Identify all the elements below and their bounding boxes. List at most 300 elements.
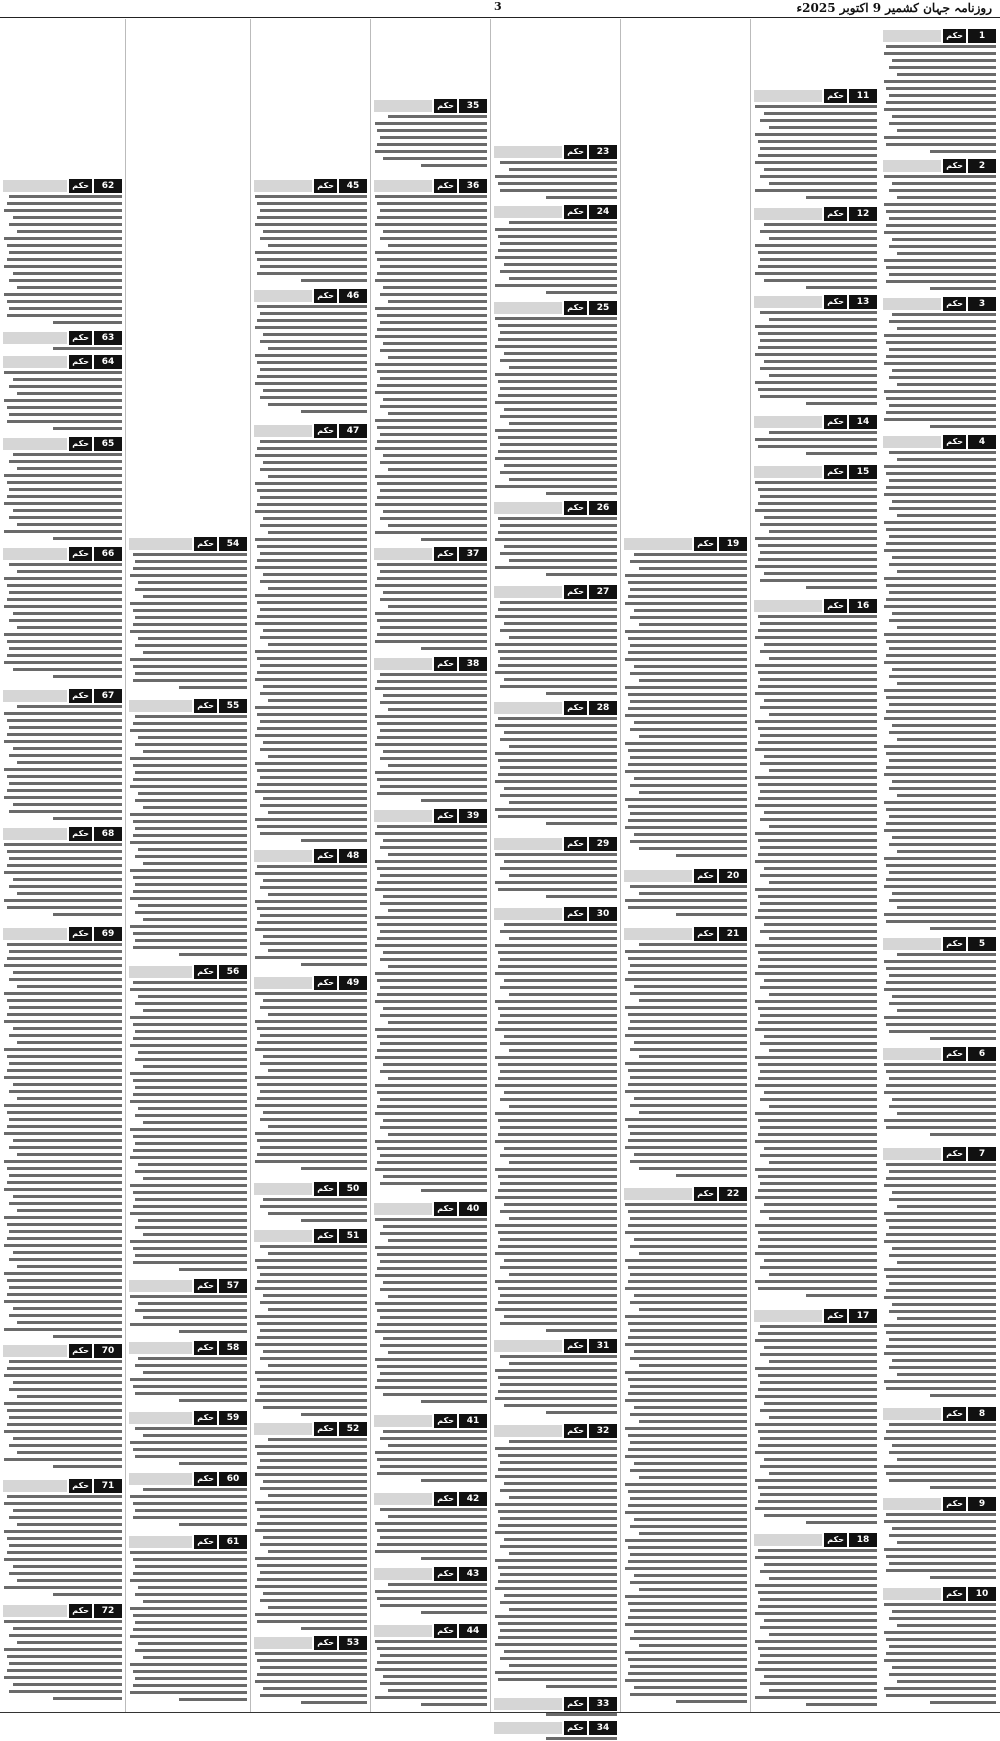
- text-line: [301, 1167, 367, 1170]
- item-label: حکم: [194, 965, 217, 979]
- text-line: [380, 874, 487, 877]
- text-line: [755, 1140, 877, 1143]
- item-header: [883, 297, 996, 311]
- text-line: [760, 339, 877, 342]
- text-line: [498, 531, 617, 534]
- text-line: [380, 1232, 487, 1235]
- text-line: [263, 1111, 367, 1114]
- text-line: [13, 1251, 122, 1254]
- text-line: [755, 161, 877, 164]
- text-line: [135, 1455, 247, 1458]
- text-line: [143, 1009, 247, 1012]
- text-line: [7, 420, 122, 423]
- text-line: [760, 1626, 877, 1629]
- text-line: [383, 694, 487, 697]
- text-line: [255, 1557, 367, 1560]
- text-line: [130, 1378, 247, 1381]
- text-line: [758, 1661, 877, 1664]
- text-line: [9, 810, 122, 813]
- item-body-text: [494, 317, 617, 499]
- text-line: [764, 1458, 877, 1461]
- text-line: [9, 1444, 122, 1447]
- item-body-text: [754, 481, 877, 597]
- item-header-bar: [494, 702, 562, 714]
- text-line: [268, 1438, 367, 1441]
- text-line: [257, 713, 367, 716]
- text-line: [495, 1531, 617, 1534]
- item-number: 32: [589, 1424, 617, 1438]
- text-line: [498, 517, 617, 520]
- text-line: [375, 916, 487, 919]
- text-line: [495, 724, 617, 727]
- text-line: [504, 1594, 617, 1597]
- news-item: [494, 501, 617, 583]
- text-line: [135, 1309, 247, 1312]
- text-line: [897, 1373, 996, 1376]
- text-line: [133, 890, 247, 893]
- item-header-bar: [374, 1625, 432, 1637]
- item-label: حکم: [69, 689, 92, 703]
- text-line: [625, 1679, 747, 1682]
- text-line: [884, 521, 996, 524]
- text-line: [758, 488, 877, 491]
- text-line: [625, 1371, 747, 1374]
- text-line: [7, 314, 122, 317]
- text-line: [897, 252, 996, 255]
- text-line: [495, 972, 617, 975]
- text-line: [889, 122, 996, 125]
- text-line: [498, 1524, 617, 1527]
- text-line: [630, 964, 747, 967]
- text-line: [268, 811, 367, 814]
- text-line: [892, 115, 996, 118]
- text-line: [758, 1332, 877, 1335]
- text-line: [495, 1000, 617, 1003]
- item-number: 66: [94, 547, 122, 561]
- text-line: [630, 1329, 747, 1332]
- text-line: [13, 1027, 122, 1030]
- text-line: [380, 321, 487, 324]
- item-label: حکم: [943, 1147, 966, 1161]
- text-line: [884, 1091, 996, 1094]
- text-line: [509, 1161, 617, 1164]
- news-item: [374, 1567, 487, 1622]
- text-line: [130, 1100, 247, 1103]
- text-line: [495, 1587, 617, 1590]
- text-line: [764, 1259, 877, 1262]
- item-header: [754, 415, 877, 429]
- text-line: [421, 1611, 487, 1614]
- text-line: [380, 930, 487, 933]
- text-line: [760, 1381, 877, 1384]
- item-label: حکم: [434, 179, 457, 193]
- text-line: [377, 979, 487, 982]
- text-line: [9, 754, 122, 757]
- item-header: [3, 331, 122, 345]
- text-line: [760, 1182, 877, 1185]
- text-line: [764, 279, 877, 282]
- text-line: [135, 1509, 247, 1512]
- text-line: [255, 1399, 367, 1402]
- text-line: [500, 1014, 617, 1017]
- news-item: [3, 927, 122, 1342]
- text-line: [260, 552, 367, 555]
- text-line: [13, 453, 122, 456]
- text-line: [383, 1675, 487, 1678]
- text-line: [498, 608, 617, 611]
- text-line: [257, 489, 367, 492]
- item-header-bar: [129, 1280, 192, 1292]
- item-number: 52: [339, 1422, 367, 1436]
- text-line: [260, 804, 367, 807]
- text-line: [769, 318, 877, 321]
- news-item: [883, 1497, 996, 1585]
- text-line: [17, 467, 122, 470]
- text-line: [421, 538, 487, 541]
- item-number: 6: [968, 1047, 996, 1061]
- item-header-bar: [494, 908, 562, 920]
- text-line: [897, 327, 996, 330]
- text-line: [755, 1612, 877, 1615]
- text-line: [504, 787, 617, 790]
- text-line: [268, 1494, 367, 1497]
- item-number: 72: [94, 1604, 122, 1618]
- text-line: [884, 857, 996, 860]
- item-body-text: [3, 453, 122, 545]
- text-line: [498, 380, 617, 383]
- text-line: [13, 509, 122, 512]
- text-line: [4, 474, 122, 477]
- text-line: [4, 1020, 122, 1023]
- text-line: [255, 928, 367, 931]
- item-header: [129, 537, 247, 551]
- item-header-bar: [494, 302, 562, 314]
- text-line: [4, 399, 122, 402]
- text-line: [769, 881, 877, 884]
- text-line: [4, 1558, 122, 1561]
- text-line: [760, 762, 877, 765]
- text-line: [260, 942, 367, 945]
- text-line: [886, 143, 996, 146]
- text-line: [9, 460, 122, 463]
- text-line: [133, 679, 247, 682]
- item-body-text: [374, 563, 487, 655]
- text-line: [500, 738, 617, 741]
- item-body-text: [254, 305, 367, 422]
- text-line: [760, 1465, 877, 1468]
- item-header-bar: [254, 1230, 312, 1242]
- text-line: [889, 1338, 996, 1341]
- text-line: [380, 1437, 487, 1440]
- item-header: [374, 179, 487, 193]
- text-line: [263, 629, 367, 632]
- item-header-bar: [254, 977, 312, 989]
- item-number: 39: [459, 809, 487, 823]
- text-line: [755, 509, 877, 512]
- text-line: [268, 755, 367, 758]
- text-line: [758, 1077, 877, 1080]
- text-line: [758, 1647, 877, 1650]
- text-line: [892, 612, 996, 615]
- item-header-bar: [883, 160, 941, 172]
- text-line: [755, 537, 877, 540]
- text-line: [383, 1119, 487, 1122]
- text-line: [257, 1673, 367, 1676]
- text-line: [639, 1111, 747, 1114]
- text-line: [260, 748, 367, 751]
- text-line: [930, 1701, 996, 1704]
- text-line: [257, 447, 367, 450]
- text-line: [500, 1154, 617, 1157]
- text-line: [760, 846, 877, 849]
- item-header: [624, 1187, 747, 1201]
- text-line: [143, 1600, 247, 1603]
- text-line: [380, 1070, 487, 1073]
- text-line: [380, 673, 487, 676]
- text-line: [546, 573, 617, 576]
- text-line: [884, 1603, 996, 1606]
- text-line: [760, 1654, 877, 1657]
- text-line: [4, 661, 122, 664]
- text-line: [133, 820, 247, 823]
- text-line: [889, 1254, 996, 1257]
- text-line: [380, 701, 487, 704]
- item-body-text: [494, 1355, 617, 1422]
- item-label: حکم: [943, 297, 966, 311]
- item-header: [3, 689, 122, 703]
- text-line: [886, 1430, 996, 1433]
- text-line: [255, 1048, 367, 1051]
- text-line: [495, 615, 617, 618]
- text-line: [630, 1104, 747, 1107]
- text-line: [53, 1697, 122, 1700]
- text-line: [886, 1555, 996, 1558]
- text-line: [4, 871, 122, 874]
- text-line: [764, 699, 877, 702]
- text-line: [260, 440, 367, 443]
- text-line: [133, 1385, 247, 1388]
- text-line: [4, 265, 122, 268]
- item-label: حکم: [564, 1721, 587, 1735]
- text-line: [886, 397, 996, 400]
- text-line: [897, 129, 996, 132]
- item-header: [883, 1587, 996, 1601]
- text-line: [628, 1013, 747, 1016]
- text-line: [884, 1296, 996, 1299]
- text-line: [260, 368, 367, 371]
- text-line: [143, 1121, 247, 1124]
- text-line: [179, 1330, 247, 1333]
- text-line: [4, 1188, 122, 1191]
- text-line: [138, 1302, 247, 1305]
- item-header: [3, 1604, 122, 1618]
- text-line: [760, 902, 877, 905]
- item-number: 71: [94, 1479, 122, 1493]
- text-line: [500, 161, 617, 164]
- text-line: [4, 1244, 122, 1247]
- text-line: [889, 1226, 996, 1229]
- text-line: [133, 1502, 247, 1505]
- text-line: [377, 1161, 487, 1164]
- item-header: [494, 1424, 617, 1438]
- text-line: [760, 1437, 877, 1440]
- text-line: [17, 1321, 122, 1324]
- text-line: [268, 531, 367, 534]
- text-line: [130, 1156, 247, 1159]
- text-line: [509, 277, 617, 280]
- text-line: [755, 888, 877, 891]
- text-line: [755, 133, 877, 136]
- text-line: [377, 1647, 487, 1650]
- text-line: [886, 654, 996, 657]
- text-line: [268, 1069, 367, 1072]
- text-line: [498, 1245, 617, 1248]
- text-line: [263, 1350, 367, 1353]
- text-line: [377, 129, 487, 132]
- item-label: حکم: [314, 1422, 337, 1436]
- news-item: [883, 1587, 996, 1710]
- text-line: [7, 1423, 122, 1426]
- text-line: [130, 1128, 247, 1131]
- text-line: [495, 1224, 617, 1227]
- text-line: [375, 335, 487, 338]
- item-header: [254, 289, 367, 303]
- text-line: [897, 738, 996, 741]
- item-header-bar: [883, 1048, 941, 1060]
- text-line: [628, 1672, 747, 1675]
- text-line: [9, 1006, 122, 1009]
- item-label: حکم: [314, 424, 337, 438]
- text-line: [255, 1501, 367, 1504]
- text-line: [377, 736, 487, 739]
- text-line: [377, 792, 487, 795]
- text-line: [260, 636, 367, 639]
- text-line: [53, 1335, 122, 1338]
- text-line: [133, 665, 247, 668]
- item-header-bar: [3, 928, 67, 940]
- text-line: [4, 209, 122, 212]
- text-line: [135, 616, 247, 619]
- text-line: [764, 979, 877, 982]
- text-line: [375, 1000, 487, 1003]
- text-line: [500, 629, 617, 632]
- text-line: [13, 1683, 122, 1686]
- item-label: حکم: [434, 809, 457, 823]
- text-line: [7, 789, 122, 792]
- text-line: [4, 1076, 122, 1079]
- text-line: [13, 747, 122, 750]
- text-line: [377, 1379, 487, 1382]
- text-line: [892, 1527, 996, 1530]
- item-header-bar: [374, 658, 432, 670]
- text-line: [630, 812, 747, 815]
- text-line: [255, 900, 367, 903]
- item-body-text: [3, 943, 122, 1342]
- text-line: [130, 1663, 247, 1666]
- text-line: [4, 1402, 122, 1405]
- text-line: [758, 671, 877, 674]
- text-line: [509, 745, 617, 748]
- news-item: [3, 1604, 122, 1710]
- text-line: [257, 272, 367, 275]
- text-line: [758, 502, 877, 505]
- text-line: [897, 1541, 996, 1544]
- item-header: [254, 849, 367, 863]
- text-line: [260, 832, 367, 835]
- text-line: [257, 1139, 367, 1142]
- text-line: [260, 1034, 367, 1037]
- item-body-text: [624, 943, 747, 1185]
- text-line: [806, 286, 877, 289]
- text-line: [504, 979, 617, 982]
- text-line: [4, 740, 122, 743]
- text-line: [260, 265, 367, 268]
- text-line: [760, 119, 877, 122]
- text-line: [268, 475, 367, 478]
- text-line: [257, 305, 367, 308]
- text-line: [498, 1390, 617, 1393]
- text-line: [375, 640, 487, 643]
- item-body-text: [3, 1495, 122, 1602]
- text-line: [504, 1091, 617, 1094]
- news-item: [254, 1182, 367, 1227]
- text-line: [886, 1513, 996, 1516]
- text-line: [546, 1411, 617, 1414]
- text-line: [7, 1237, 122, 1240]
- text-line: [630, 588, 747, 591]
- news-item: [624, 537, 747, 867]
- text-line: [377, 825, 487, 828]
- text-line: [9, 563, 122, 566]
- item-body-text: [254, 440, 367, 847]
- text-line: [758, 783, 877, 786]
- text-line: [135, 1086, 247, 1089]
- text-line: [138, 1219, 247, 1222]
- text-line: [130, 841, 247, 844]
- item-header: [494, 1339, 617, 1353]
- text-line: [639, 735, 747, 738]
- text-line: [897, 682, 996, 685]
- text-line: [268, 643, 367, 646]
- news-item: [754, 415, 877, 463]
- item-body-text: [883, 953, 996, 1045]
- item-number: 2: [968, 159, 996, 173]
- text-line: [884, 203, 996, 206]
- text-line: [500, 986, 617, 989]
- text-line: [625, 602, 747, 605]
- text-line: [884, 1240, 996, 1243]
- text-line: [769, 657, 877, 660]
- text-line: [143, 1434, 247, 1437]
- text-line: [889, 759, 996, 762]
- text-line: [13, 971, 122, 974]
- text-line: [9, 1516, 122, 1519]
- text-line: [4, 964, 122, 967]
- text-line: [628, 1490, 747, 1493]
- text-line: [377, 778, 487, 781]
- item-label: حکم: [69, 179, 92, 193]
- text-line: [634, 1574, 747, 1577]
- text-line: [504, 731, 617, 734]
- text-line: [930, 150, 996, 153]
- item-body-text: [129, 1488, 247, 1533]
- text-line: [388, 1444, 487, 1447]
- text-line: [760, 1154, 877, 1157]
- text-line: [500, 1238, 617, 1241]
- text-line: [421, 1557, 487, 1560]
- text-line: [758, 615, 877, 618]
- text-line: [135, 588, 247, 591]
